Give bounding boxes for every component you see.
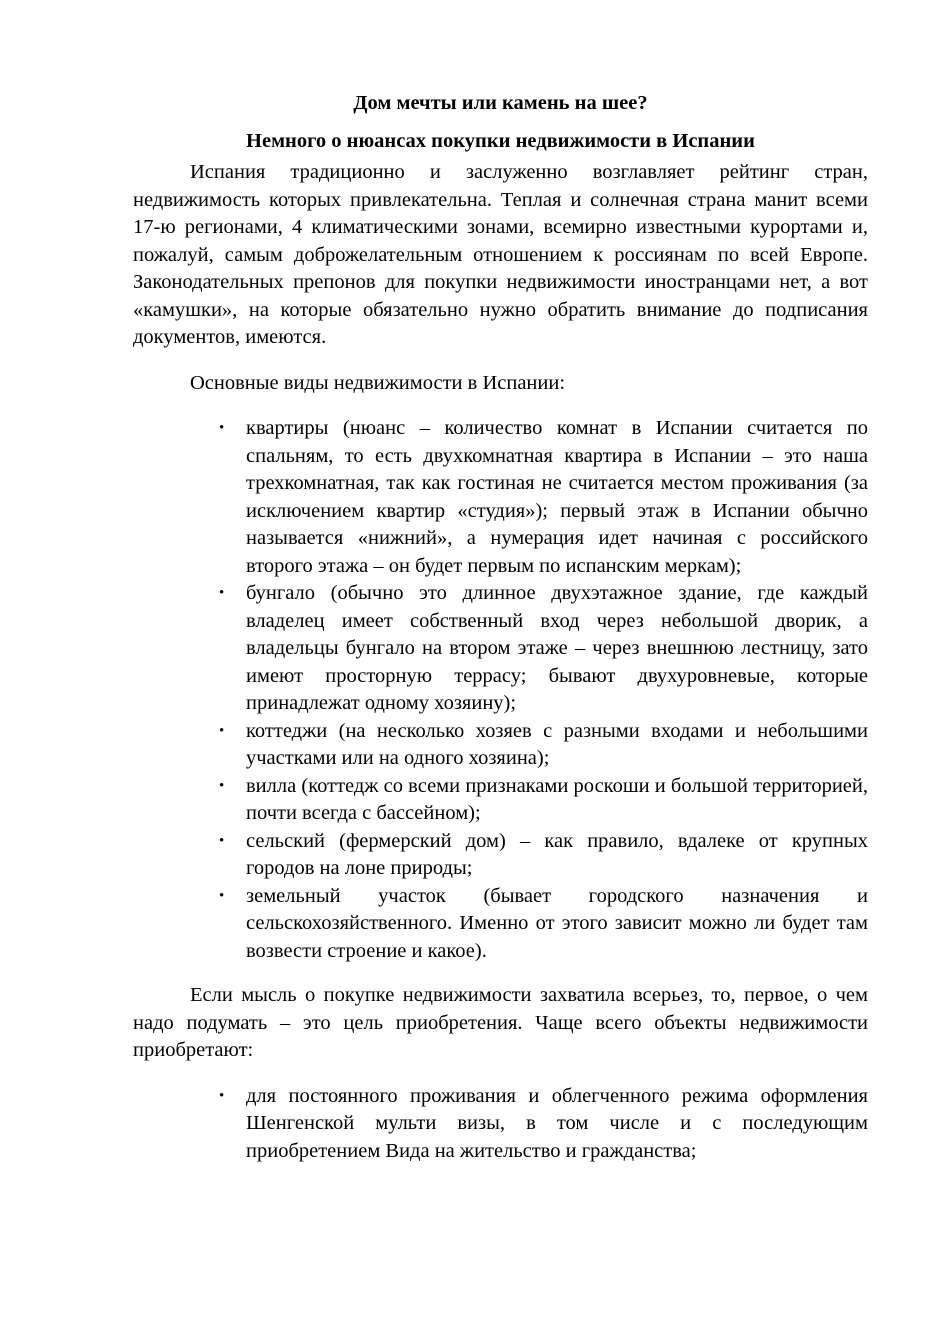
bullet-icon: • bbox=[219, 832, 225, 849]
bullet-icon: • bbox=[219, 722, 225, 739]
list-item-text: квартиры (нюанс – количество комнат в Испании считается по спальням, то есть двухкомнатная квартира в Испании – это наша трехкомнатная, так как гостиная не считается местом проживания (за исключением квартир «студия»); первый этаж в Испании обычно называется «нижний», а нумерация идет начиная с российского второго этажа – он будет первым по испанским меркам); bbox=[246, 417, 868, 577]
property-types-list bbox=[133, 415, 868, 965]
list-item bbox=[219, 883, 868, 966]
bullet-icon: • bbox=[219, 585, 225, 601]
document-title: Дом мечты или камень на шее? bbox=[353, 92, 648, 114]
list-item bbox=[219, 1083, 868, 1166]
list-item bbox=[219, 580, 868, 718]
list-item bbox=[219, 718, 868, 773]
purchase-goal-paragraph: Если мысль о покупке недвижимости захватила всерьез, то, первое, о чем надо подумать – это цель приобретения. Чаще всего объекты недвижимости приобретают: bbox=[133, 984, 868, 1061]
list-item-text: бунгало (обычно это длинное двухэтажное здание, где каждый владелец имеет собственный вход через небольшой дворик, а владельцы бунгало на втором этаже – через внешнюю лестницу, зато имеют просторную террасу; бывают двухуровневые, которые принадлежат одному хозяину); bbox=[246, 582, 868, 714]
bullet-icon: • bbox=[219, 1087, 225, 1104]
list-item-text: вилла (коттедж со всеми признаками роскоши и большой территорией, почти всегда с бассейном); bbox=[246, 774, 868, 824]
bullet-icon: • bbox=[219, 420, 225, 436]
bullet-icon: • bbox=[219, 777, 225, 794]
list-item-text: земельный участок (бывает городского назначения и сельскохозяйственного. Именно от этого зависит можно ли будет там возвести строение и какое). bbox=[246, 884, 868, 962]
list-item bbox=[219, 828, 868, 883]
property-types-lead: Основные виды недвижимости в Испании: bbox=[190, 371, 566, 394]
list-item-text: для постоянного проживания и облегченного режима оформления Шенгенской мульти визы, в том числе и с последующим приобретением Вида на жительство и гражданства; bbox=[246, 1084, 868, 1162]
list-item-text: коттеджи (на несколько хозяев с разными входами и небольшими участками или на одного хозяина); bbox=[246, 719, 868, 769]
bullet-icon: • bbox=[219, 887, 225, 904]
intro-paragraph: Испания традиционно и заслуженно возглавляет рейтинг стран, недвижимость которых привлекательна. Теплая и солнечная страна манит всеми 17-ю регионами, 4 климатическими зонами, всемирно известными курортами и, пожалуй, самым доброжелательным отношением к россиянам по всей Европе. Законодательных препонов для покупки недвижимости иностранцами нет, а вот «камушки», на которые обязательно нужно обратить внимание до подписания документов, имеются. bbox=[133, 161, 868, 348]
document-body bbox=[133, 85, 868, 1165]
list-item bbox=[219, 415, 868, 580]
list-item bbox=[219, 773, 868, 828]
purchase-goals-list bbox=[133, 1083, 868, 1166]
list-item-text: сельский (фермерский дом) – как правило, вдалеке от крупных городов на лоне природы; bbox=[246, 829, 868, 879]
document-subtitle: Немного о нюансах покупки недвижимости в Испании bbox=[246, 129, 755, 152]
